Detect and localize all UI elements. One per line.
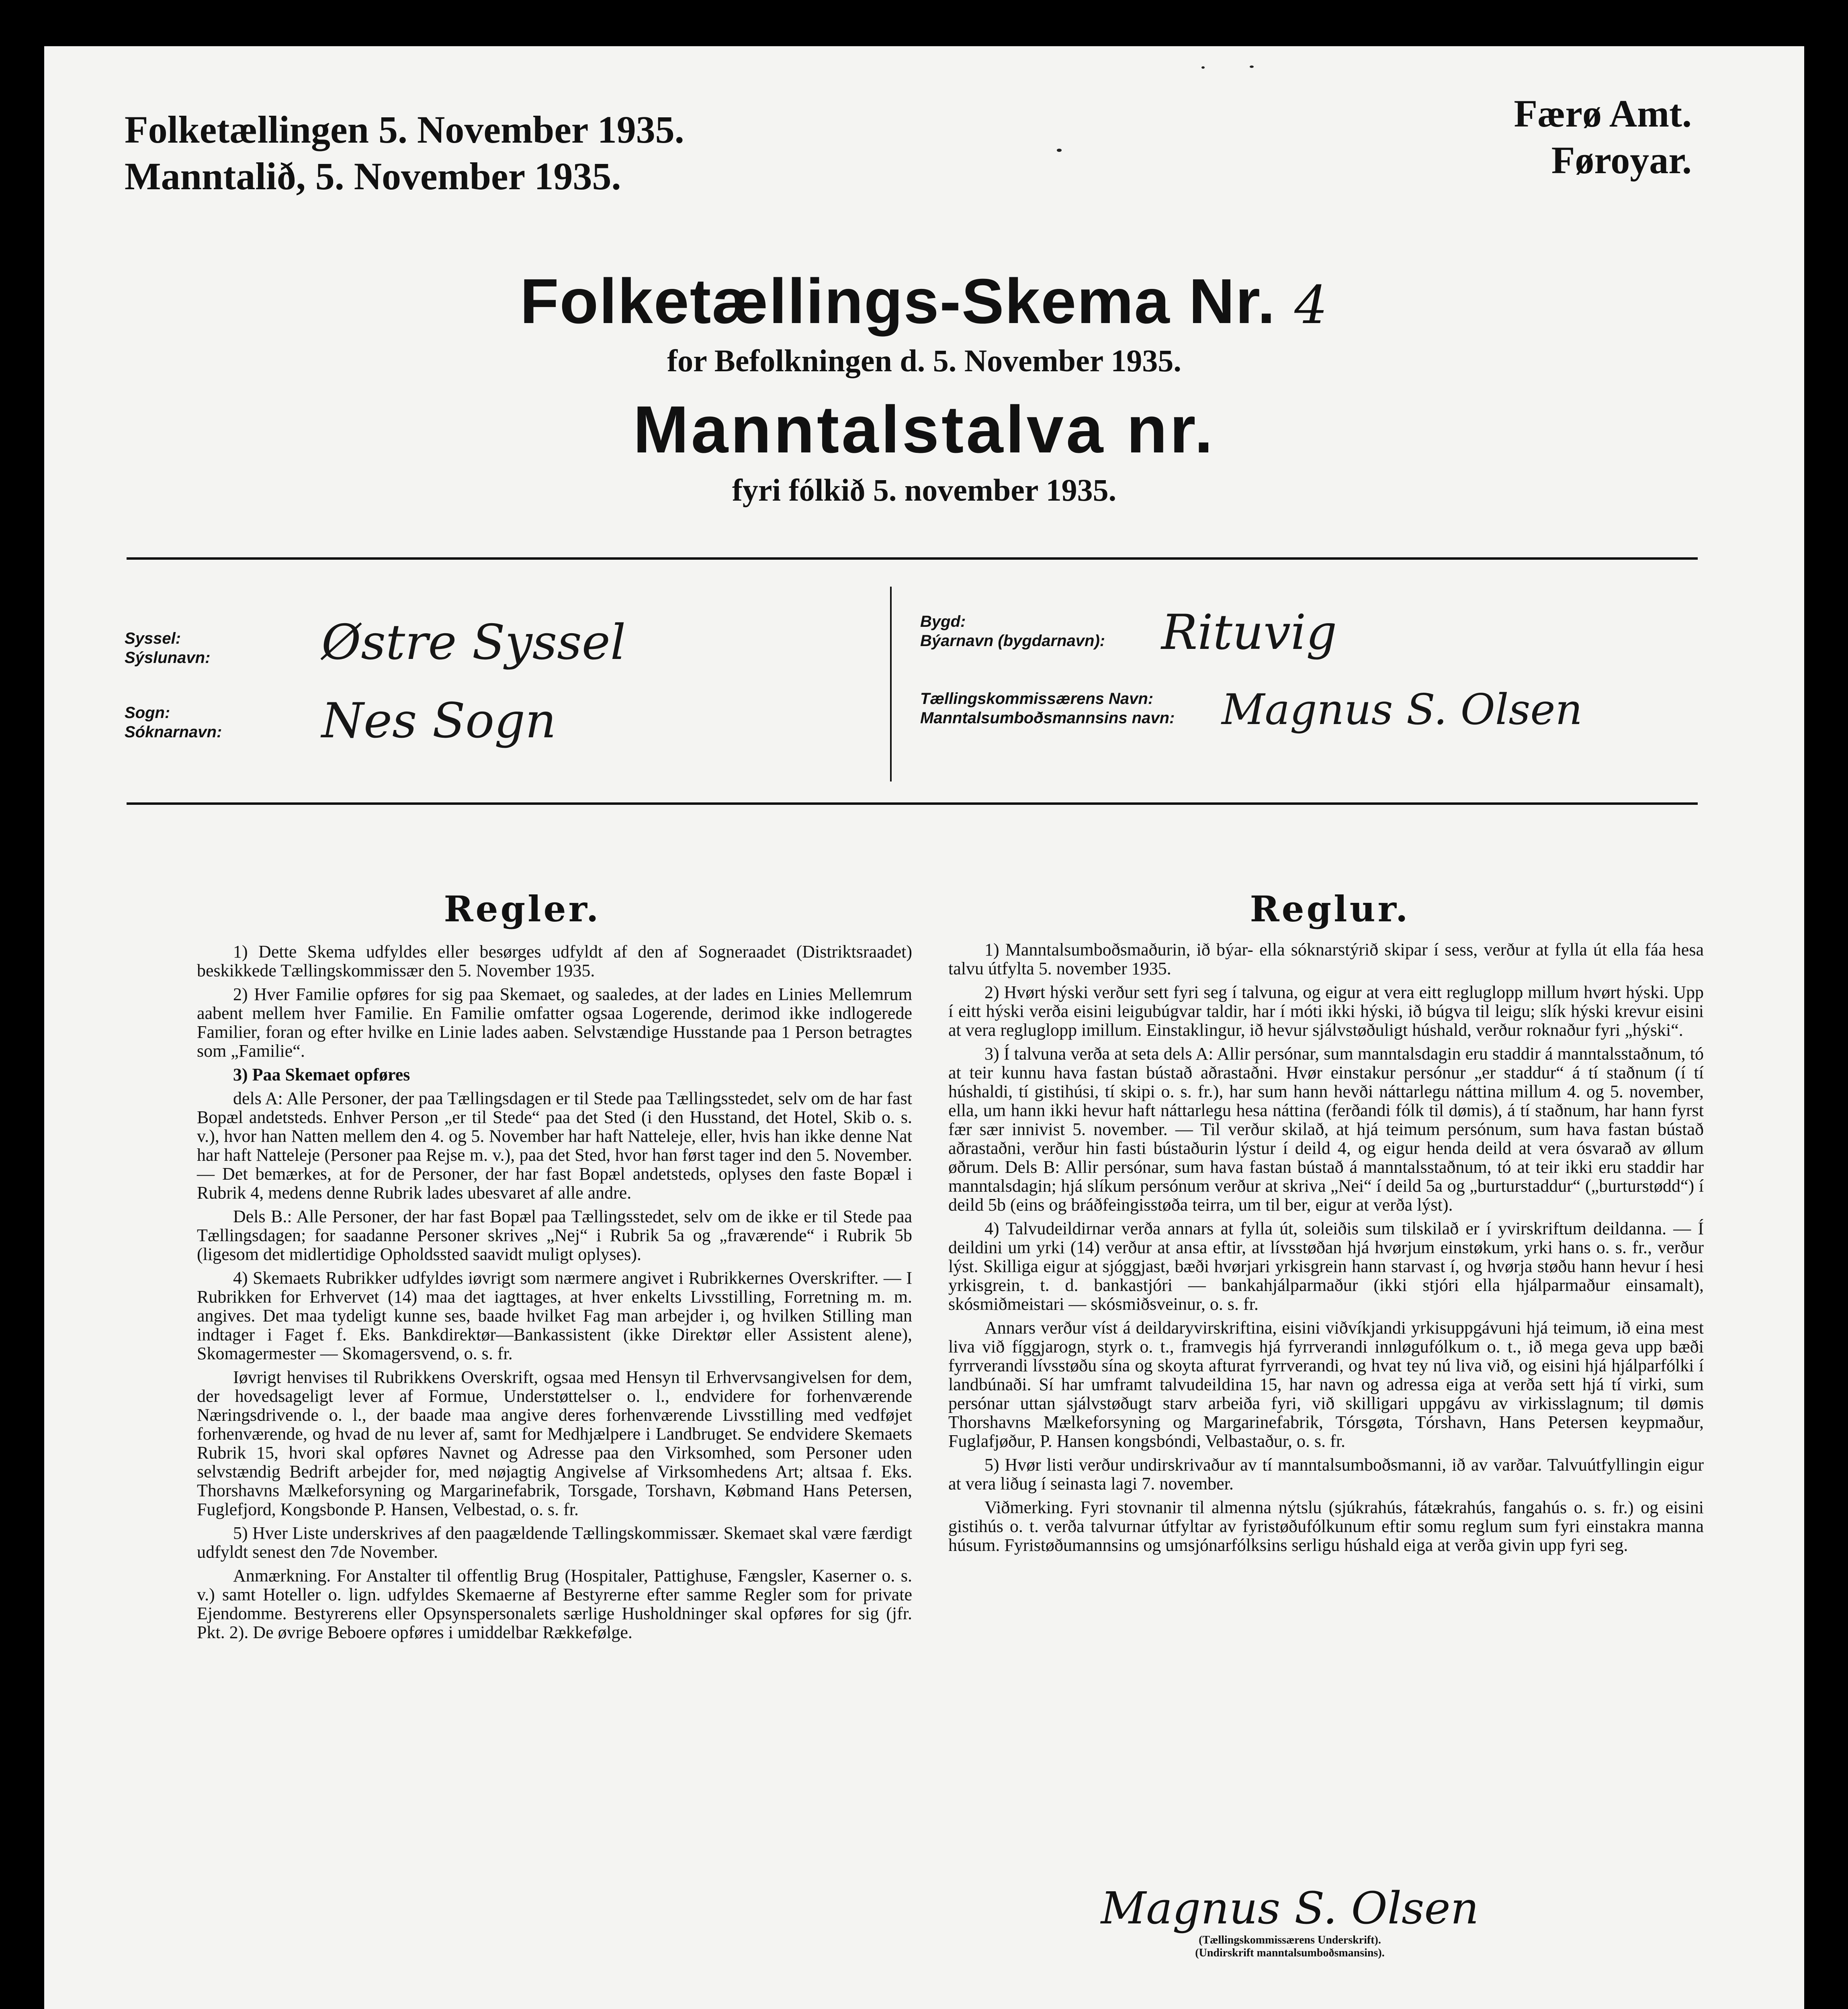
header-left bbox=[125, 106, 684, 200]
sogn-label: Sogn: Sóknarnavn: bbox=[125, 704, 222, 741]
fields-vertical-divider bbox=[890, 587, 892, 782]
faroese-subtitle: fyri fólkið 5. november 1935. bbox=[732, 473, 1117, 507]
syssel-value: Østre Syssel bbox=[321, 615, 626, 671]
regler-p4: 4) Skemaets Rubrikker udfyldes iøvrigt som nærmere angivet i Rubrikkernes Overskrifter. — I Rubrikken for Erhvervet (14) maa det iagttages, at hver enkelts Livsstilling, Forretning m. m. angives. Det maa tydeligt kunne ses, baade hvilket Fag man arbejder i, og hvilken Stilling man indtager i Faget f. Eks. Bankdirektør—Bankassistent (ikke Direktør eller Assistent alene), Skomagermester — Skomagersvend, o. s. fr. bbox=[197, 1268, 912, 1363]
syssel-label: Syssel: Sýslunavn: bbox=[125, 630, 211, 667]
faroese-title: Manntalstalva nr. bbox=[633, 393, 1216, 467]
regler-p2: 2) Hver Familie opføres for sig paa Skemaet, og saaledes, at der lades en Linies Mellemrum aabent mellem hver Familie. En Familie omfatter ogsaa Logerende, derimod ikke indlogerede Familier, foran og efter hvilke en Linie lades aaben. Selvstændige Husstande paa 1 Person betragtes som „Familie“. bbox=[197, 984, 912, 1061]
form-title bbox=[44, 265, 1804, 338]
regler-p3a: dels A: Alle Personer, der paa Tællingsdagen er til Stede paa Tællingsstedet, selv om de har fast Bopæl andetsteds. Enhver Person „er til Stede“ paa det Sted (i den Husstand, det Hotel, Skib o. s. v.), hvor han Natten mellem den 4. og 5. November har haft Natteleje, eller, hvis han ikke denne Nat har haft Natteleje (Personer paa Rejse m. v.), paa det Sted, hvor han først tager ind den 5. November. — Det bemærkes, at for de Personer, der har fast Bopæl andetsteds, oplyses den faste Bopæl i Rubrik 4, medens denne Rubrik lades ubesvaret af alle andre. bbox=[197, 1088, 912, 1203]
reglur-vidmerking: Viðmerking. Fyri stovnanir til almenna nýtslu (sjúkrahús, fátækrahús, fangahús o. s. fr.) og eisini gistihús o. t. verða talvurnar útfyltar av fyristøðufólkunum eftir somu reglum sum fyri einstakra manna húsum. Fyristøðumannsins og umsjónarfólksins serligu húshald eiga at verða givin upp fyri seg. bbox=[948, 1498, 1704, 1555]
bygd-value: Rituvig bbox=[1161, 605, 1337, 661]
reglur-p2: 2) Hvørt hýski verður sett fyri seg í talvuna, og eigur at vera eitt regluglopp millum hvørt hýski. Upp í eitt hýski verða eisini leigubúgvar taldir, har í móti ikki hýski, ið búgva til leigu; slík hýski krevur eisini at vera regluglopp imillum. Einstaklingur, ið hevur sjálvstøðuligt húshald, verður roknaður fyri „hýski“. bbox=[948, 982, 1704, 1040]
reglur-p1: 1) Manntalsumboðsmaðurin, ið býar- ella sóknarstýrið skipar í sess, verður at fylla út ella fáa hesa talvu útfylta 5. november 1935. bbox=[948, 940, 1704, 978]
sogn-value: Nes Sogn bbox=[321, 693, 557, 749]
top-divider bbox=[127, 557, 1698, 560]
signature-handwritten: Magnus S. Olsen bbox=[1101, 1882, 1479, 1934]
signature-block bbox=[1049, 1882, 1531, 1960]
regler-p3b: Dels B.: Alle Personer, der har fast Bopæl paa Tællingsstedet, selv om de ikke er til Stede paa Tællingsdagen; for saadanne Personer skrives „Nej“ i Rubrik 5a og „fraværende“ i Rubrik 5b (ligesom det midlertidige Opholdssted saavidt muligt oplyses). bbox=[197, 1207, 912, 1264]
header-right bbox=[1451, 90, 1692, 184]
reglur-p4: 4) Talvudeildirnar verða annars at fylla út, soleiðis sum tilskilað er í yvirskriftum deildanna. — Í deildini um yrki (14) verður at ansa eftir, at lívsstøðan hjá hvørjum einstøkum, yrki hans o. s. fr., verður lýst. Skilliga eigur at sjóggjast, bæði hvørjari yrkisgrein hann starvast í, og hvørja støðu hann hevur í hesi yrkisgrein, t. d. bankastjóri — bankahjálparmaður (ikki stjóri ella hjálparmaður einsamalt), skósmiðmeistari — skósmiðsveinur, o. s. fr. bbox=[948, 1219, 1704, 1314]
header-foroyar: Føroyar. bbox=[1551, 139, 1692, 182]
regler-p5: 5) Hver Liste underskrives af den paagældende Tællingskommissær. Skemaet skal være færdigt udfyldt senest den 7de November. bbox=[197, 1523, 912, 1562]
header-faroese-census-date: Manntalið, 5. November 1935. bbox=[125, 155, 621, 198]
regler-title: Regler. bbox=[444, 888, 601, 930]
kommissaer-label: Tællingskommissærens Navn: Manntalsumboðsmannsins navn: bbox=[920, 690, 1175, 727]
signature-caption-danish: (Tællingskommissærens Underskrift). bbox=[1199, 1934, 1381, 1946]
header-danish-census-date: Folketællingen 5. November 1935. bbox=[125, 108, 684, 151]
bygd-label: Bygd: Býarnavn (bygdarnavn): bbox=[920, 613, 1105, 650]
form-subtitle: for Befolkningen d. 5. November 1935. bbox=[667, 343, 1181, 378]
speck bbox=[1250, 65, 1254, 68]
reglur-p4b: Annars verður víst á deildaryvirskriftina, eisini viðvíkjandi yrkisuppgávuni hjá teimum, ið eina mest liva við fíggjarogn, styrk o. t., framvegis hjá fyrrverandi innløgufólkum o. t., ið mega geva upp bæði fyrrverandi lívsstøðu sína og skoyta afturat fyrrverandi, og hvat tey nú liva við, og eisini hjá hjálparfólki í landbúnaði. Sí har umframt talvudeildina 15, har navn og adressa eiga at verða sett hjá tí virki, sum persónar uttan sjálvstøðugt starv arbeiða fyri, við skilligari uppgávu av virkisslagnum; til dømis Thorshavns Mælkeforsyning og Margarinefabrik, Tórsgøta, Tórshavn, Hans Petersen keypmaður, Fuglafjøður, P. Hansen kongsbóndi, Velbastaður, o. s. fr. bbox=[948, 1318, 1704, 1451]
reglur-title: Reglur. bbox=[1250, 888, 1410, 930]
regler-anmaerkning: Anmærkning. For Anstalter til offentlig Brug (Hospitaler, Pattighuse, Fængsler, Kaserner o. s. v.) samt Hoteller o. lign. udfyldes Skemaerne af Bestyrerne efter samme Regler som for private Ejendomme. Bestyrerens eller Opsynspersonalets særlige Husholdninger skal opføres for sig (jfr. Pkt. 2). De øvrige Beboere opføres i umiddelbar Rækkefølge. bbox=[197, 1566, 912, 1642]
bottom-divider bbox=[127, 802, 1698, 805]
regler-column bbox=[197, 942, 912, 1647]
form-title-text: Folketællings-Skema Nr. bbox=[520, 266, 1276, 337]
census-form-page bbox=[44, 46, 1804, 2009]
reglur-p5: 5) Hvør listi verður undirskrivaður av tí manntalsumboðsmanni, ið av varðar. Talvuútfyllingin eigur at vera liðug í seinasta lagi 7. november. bbox=[948, 1455, 1704, 1493]
speck bbox=[1057, 149, 1062, 152]
kommissaer-value: Magnus S. Olsen bbox=[1222, 685, 1583, 734]
speck bbox=[1201, 66, 1205, 69]
regler-p1: 1) Dette Skema udfyldes eller besørges udfyldt af den af Sogneraadet (Distriktsraadet) beskikkede Tællingskommissær den 5. November 1935. bbox=[197, 942, 912, 980]
reglur-column bbox=[948, 940, 1704, 1559]
header-amt: Færø Amt. bbox=[1514, 92, 1692, 135]
regler-p3-heading: 3) Paa Skemaet opføres bbox=[233, 1065, 410, 1084]
form-number-handwritten: 4 bbox=[1294, 274, 1328, 336]
reglur-p3: 3) Í talvuna verða at seta dels A: Allir persónar, sum manntalsdagin eru staddir á manntalsstaðnum, tó at teir kunnu hava fastan bústað aðrastaðni. Hvør einstakur persónur „er staddur“ á tí staðnum (í tí húshaldi, tí gistihúsi, tí skipi o. s. fr.), har sum hann hevði náttarlegu náttina millum 4. og 5. november, ella, um hann ikki hevur haft náttarlegu hesa náttina (ferðandi fólk til dømis), á tí staðnum, har hann fyrst fær sær innivist 5. november. — Til verður skilað, at hjá teimum persónum, sum hava fastan bústað aðrastaðni, verður hin fasti bústaðurin lýstur í deild 4, og eigur henda deild at vera ósvarað av øllum øðrum. Dels B: Allir persónar, sum hava fastan bústað á manntalsstaðnum, tó at teir ikki eru staddir har manntalsdagin; hjá slíkum persónum verður at skriva „Nei“ í deild 5a og „burturstaddur“ („burturstødd“) í deild 5b (eins og bráðfeingisstøða teirra, um til ber, eigur at verða lýst). bbox=[948, 1044, 1704, 1215]
signature-caption-faroese: (Undirskrift manntalsumboðsmansins). bbox=[1195, 1947, 1385, 1959]
regler-p4b: Iøvrigt henvises til Rubrikkens Overskrift, ogsaa med Hensyn til Erhvervsangivelsen for dem, der hovedsageligt lever af Formue, Understøttelser o. l., endvidere for forhenværende Næringsdrivende o. l., der baade maa angive deres forhenværende Livsstilling med vedføjet forhenværende, og hvad de nu lever af, samt for Medhjælpere i Landbruget. Se endvidere Skemaets Rubrik 15, hvori skal opføres Navnet og Adresse paa den Virksomhed, som Personer uden selvstændig Bedrift arbejder for, med nøjagtig Angivelse af Virksomhedens Art; altsaa f. Eks. Thorshavns Mælkeforsyning og Margarinefabrik, Torsgade, Torshavn, Købmand Hans Petersen, Fuglefjord, Kongsbonde P. Hansen, Velbestad, o. s. fr. bbox=[197, 1367, 912, 1519]
